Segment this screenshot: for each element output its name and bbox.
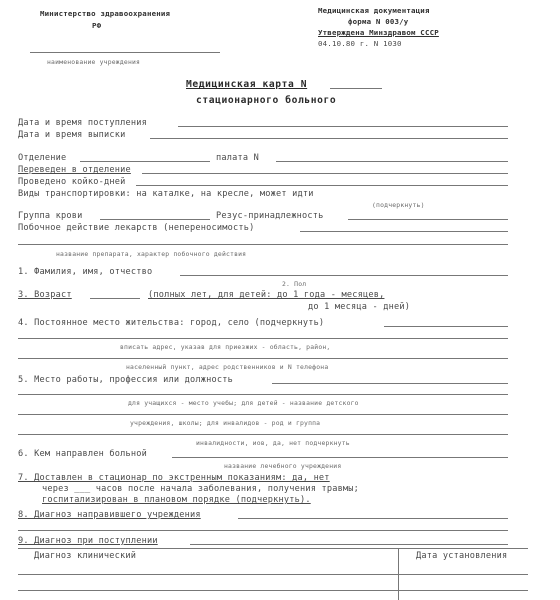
item4-caption: вписать адрес, указав для приезжих - область, район, <box>120 343 331 351</box>
item7-line-2: через ___ часов после начала заболевания, получения травмы; <box>42 484 360 494</box>
item4-caption-2: населенный пункт, адрес родственников и N телефона <box>126 363 329 371</box>
item8-label: 8. Диагноз направившего учреждения <box>18 510 201 520</box>
side-effects-line-2 <box>18 244 508 245</box>
ministry-suffix: РФ <box>92 21 102 30</box>
item5-caption-2: учреждения, школы; для инвалидов - род и группа <box>130 419 321 427</box>
transferred-line <box>142 173 508 174</box>
clinical-diagnosis-header: Диагноз клинический <box>34 551 137 561</box>
item6-line <box>172 457 508 458</box>
rhesus-label: Резус-принадлежность <box>216 211 324 221</box>
transport-label: Виды транспортировки: на каталке, на кресле, может идти <box>18 189 314 199</box>
item1-label: 1. Фамилия, имя, отчество <box>18 267 153 277</box>
side-effects-label: Побочное действие лекарств (непереносимость) <box>18 223 255 233</box>
item4-line-3 <box>18 358 508 359</box>
transferred-label: Переведен в отделение <box>18 165 131 175</box>
diagnosis-date-header: Дата установления <box>416 551 508 561</box>
item4-line <box>384 326 508 327</box>
transport-hint: (подчеркнуть) <box>372 201 425 209</box>
item7-line-3: госпитализирован в плановом порядке (подчеркнуть). <box>42 495 311 505</box>
item8-line-2 <box>18 530 508 531</box>
item5-line-2 <box>18 394 508 395</box>
form-subtitle: стационарного больного <box>196 95 337 106</box>
side-effects-caption: название препарата, характер побочного действия <box>56 250 247 258</box>
form-number: форма N 003/у <box>348 17 409 26</box>
item6-caption: название лечебного учреждения <box>224 462 342 470</box>
diagnosis-table-row-1 <box>18 574 528 575</box>
item5-label: 5. Место работы, профессия или должность <box>18 375 233 385</box>
admission-label: Дата и время поступления <box>18 118 147 128</box>
item5-line <box>272 383 508 384</box>
item5-caption: для учащихся - место учебы; для детей - название детского <box>128 399 359 407</box>
bed-days-line <box>136 185 508 186</box>
discharge-label: Дата и время выписки <box>18 130 126 140</box>
side-effects-line <box>300 231 508 232</box>
item2-sex-label: 2. Пол <box>282 280 307 288</box>
institution-line <box>30 52 220 53</box>
item4-label: 4. Постоянное место жительства: город, село (подчеркнуть) <box>18 318 325 328</box>
item1-line <box>180 275 508 276</box>
item6-label: 6. Кем направлен больной <box>18 449 147 459</box>
item3-note-2: до 1 месяца - дней) <box>308 302 411 312</box>
item5-line-4 <box>18 434 508 435</box>
item7-label: 7. Доставлен в стационар по экстренным показаниям: да, нет <box>18 473 330 483</box>
item3-note: (полных лет, для детей: до 1 года - месяцев, <box>148 290 385 300</box>
item3-label: 3. Возраст <box>18 290 72 300</box>
item3-line <box>90 298 140 299</box>
admission-line <box>178 126 508 127</box>
item9-label: 9. Диагноз при поступлении <box>18 536 158 546</box>
blood-group-line <box>100 219 210 220</box>
ward-label: палата N <box>216 153 259 163</box>
department-label: Отделение <box>18 153 67 163</box>
item5-caption-3: инвалидности, иов, да, нет подчеркнуть <box>196 439 350 447</box>
rhesus-line <box>348 219 508 220</box>
item4-line-2 <box>18 338 508 339</box>
card-number-line <box>330 88 382 89</box>
department-line <box>80 161 210 162</box>
diagnosis-table-row-2 <box>18 590 528 591</box>
diagnosis-table-top <box>18 548 528 549</box>
ministry-name: Министерство здравоохранения <box>40 9 171 18</box>
blood-group-label: Группа крови <box>18 211 83 221</box>
discharge-line <box>150 138 508 139</box>
bed-days-label: Проведено койко-дней <box>18 177 126 187</box>
item5-line-3 <box>18 414 508 415</box>
institution-caption: наименование учреждения <box>47 58 141 66</box>
item9-line <box>190 544 508 545</box>
doc-type: Медицинская документация <box>318 6 430 15</box>
ward-line <box>276 161 508 162</box>
approved-date: 04.10.80 г. N 1030 <box>318 39 402 48</box>
approved-by: Утверждена Минздравом СССР <box>318 28 439 37</box>
item8-line <box>238 518 508 519</box>
form-title: Медицинская карта N <box>186 79 308 90</box>
